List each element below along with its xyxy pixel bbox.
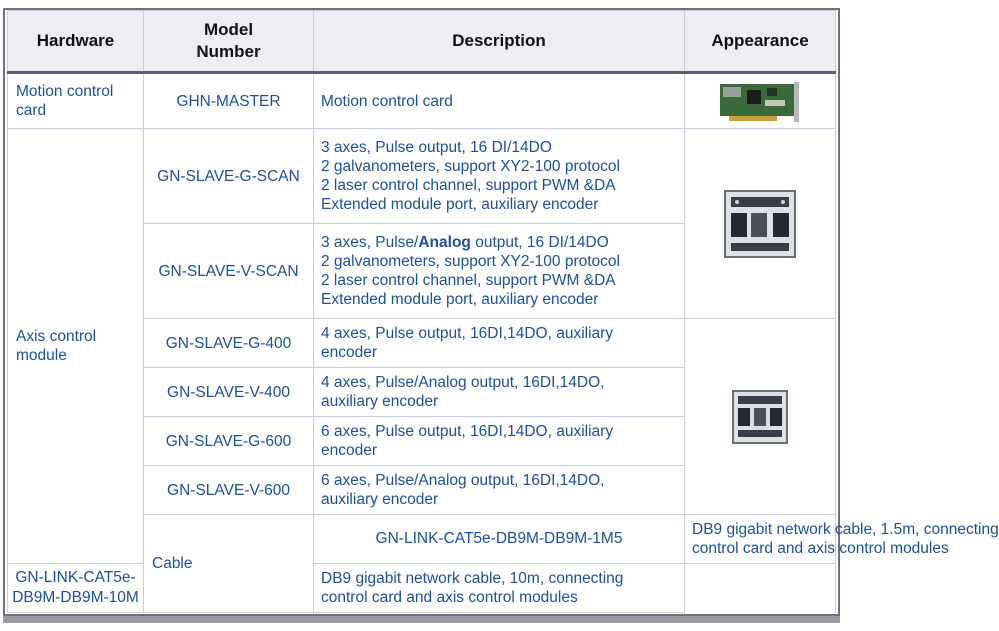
desc-line: Motion control card xyxy=(321,92,453,110)
desc-line: DB9 gigabit network cable, 1.5m, connecting xyxy=(692,521,999,538)
desc-line: auxiliary encoder xyxy=(321,491,439,508)
model-cell: GN-SLAVE-V-600 xyxy=(144,466,314,515)
model-cell: GHN-MASTER xyxy=(144,73,314,129)
header-appearance: Appearance xyxy=(685,11,836,73)
description-cell xyxy=(314,417,685,466)
pci-card-image xyxy=(717,78,803,124)
description-cell xyxy=(314,564,685,613)
desc-line: 2 galvanometers, support XY2-100 protocol xyxy=(321,158,620,175)
desc-line: encoder xyxy=(321,442,378,459)
header-row xyxy=(8,11,836,73)
hardware-table xyxy=(7,10,999,613)
desc-line: DB9 gigabit network cable, 10m, connecting xyxy=(321,570,624,587)
appearance-cell xyxy=(685,73,836,129)
header-description: Description xyxy=(314,11,685,73)
model-cell: GN-SLAVE-V-400 xyxy=(144,368,314,417)
desc-line: 6 axes, Pulse/Analog output, 16DI,14DO, xyxy=(321,472,605,489)
group-label: Motion control card xyxy=(16,83,114,119)
description-cell xyxy=(314,319,685,368)
model-cell: GN-LINK-CAT5e-DB9M-DB9M-10M xyxy=(8,564,144,613)
desc-line: 2 laser control channel, support PWM &DA xyxy=(321,177,616,194)
model-cell: GN-SLAVE-V-SCAN xyxy=(144,224,314,319)
desc-segment: 3 axes, Pulse/ xyxy=(321,234,419,251)
desc-line: 3 axes, Pulse output, 16 DI/14DO xyxy=(321,139,552,156)
header-model-text: Model Number xyxy=(196,20,261,61)
appearance-cell xyxy=(685,129,836,319)
model-cell: GN-SLAVE-G-400 xyxy=(144,319,314,368)
desc-line: Extended module port, auxiliary encoder xyxy=(321,291,599,308)
desc-line: auxiliary encoder xyxy=(321,393,439,410)
desc-line: encoder xyxy=(321,344,378,361)
appearance-cell xyxy=(685,319,836,515)
frame-shadow xyxy=(3,616,840,623)
hardware-cell xyxy=(8,129,144,564)
description-cell xyxy=(314,224,685,319)
description-cell xyxy=(685,515,999,564)
desc-line xyxy=(321,233,678,252)
header-model xyxy=(144,11,314,73)
table-row xyxy=(8,564,836,613)
model-cell: GN-SLAVE-G-600 xyxy=(144,417,314,466)
table-row xyxy=(8,129,836,224)
group-label: Axis control module xyxy=(16,328,97,364)
desc-line: 4 axes, Pulse/Analog output, 16DI,14DO, xyxy=(321,374,605,391)
table-row xyxy=(8,73,836,129)
desc-segment: output, 16 DI/14DO xyxy=(470,234,609,251)
desc-line: 2 galvanometers, support XY2-100 protocol xyxy=(321,253,620,270)
scan-module-image xyxy=(721,187,799,261)
desc-line: 2 laser control channel, support PWM &DA xyxy=(321,272,616,289)
desc-bold-segment: Analog xyxy=(418,234,471,251)
description-cell xyxy=(314,129,685,224)
desc-line: Extended module port, auxiliary encoder xyxy=(321,196,599,213)
header-hardware: Hardware xyxy=(8,11,144,73)
desc-line: control card and axis control modules xyxy=(692,540,949,557)
desc-line: 6 axes, Pulse output, 16DI,14DO, auxiliary xyxy=(321,423,614,440)
model-cell: GN-LINK-CAT5e-DB9M-DB9M-1M5 xyxy=(314,515,685,564)
desc-line: control card and axis control modules xyxy=(321,589,578,606)
description-cell xyxy=(314,368,685,417)
axis-module-image xyxy=(730,388,790,446)
hardware-cell: Cable xyxy=(144,515,314,613)
model-cell: GN-SLAVE-G-SCAN xyxy=(144,129,314,224)
description-cell xyxy=(314,466,685,515)
hardware-cell xyxy=(8,73,144,129)
desc-line: 4 axes, Pulse output, 16DI,14DO, auxiliary xyxy=(321,325,614,342)
description-cell xyxy=(314,73,685,129)
